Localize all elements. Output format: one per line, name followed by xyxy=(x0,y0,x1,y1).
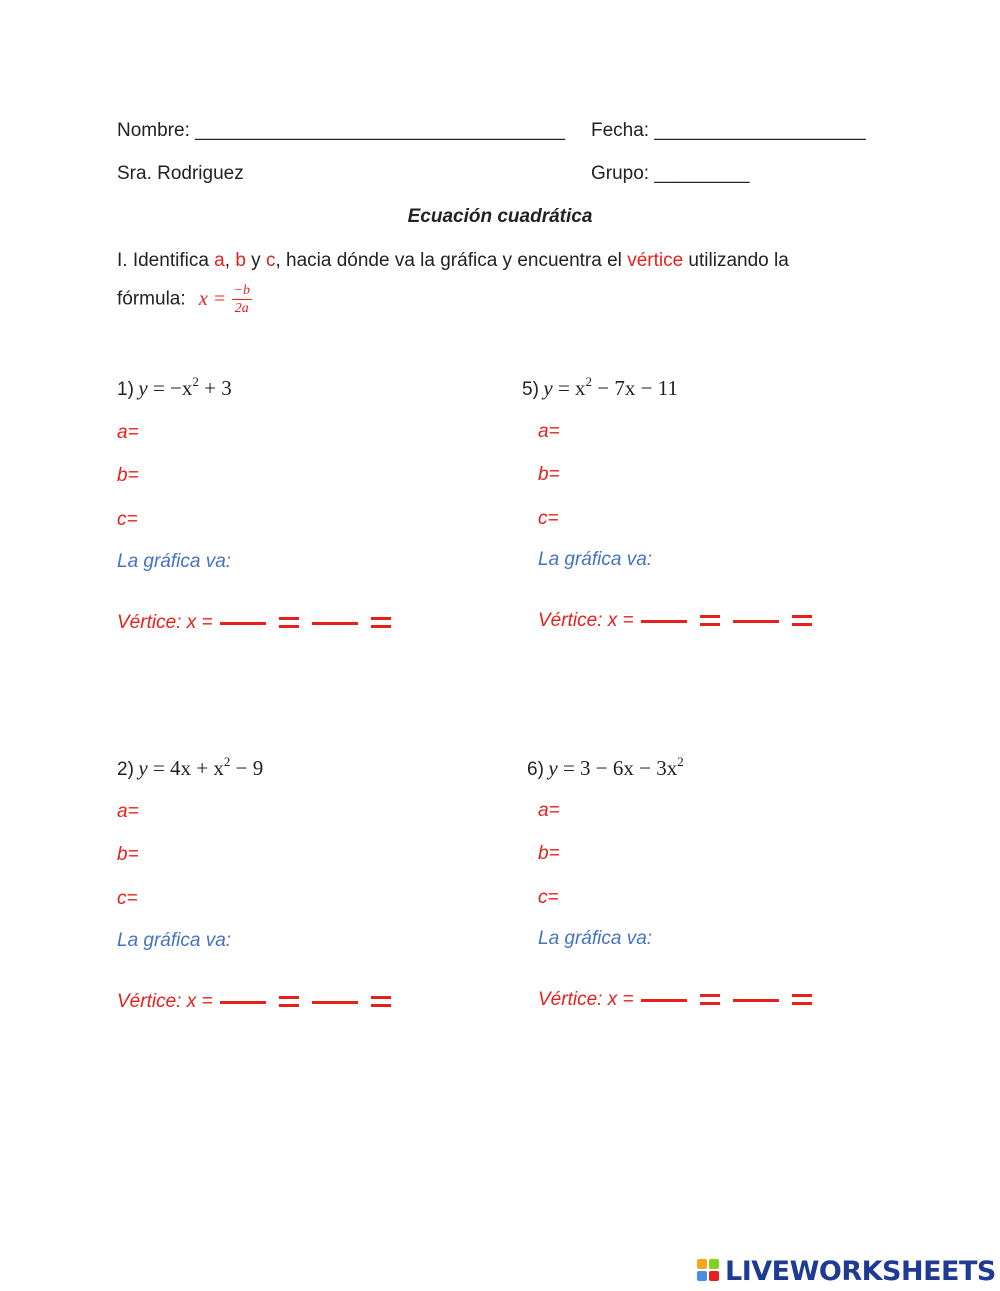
eq-lhs: y xyxy=(138,376,148,400)
eq-exponent: 2 xyxy=(223,754,231,769)
formula-denominator: 2a xyxy=(234,301,249,316)
formula-lhs: x = xyxy=(198,288,227,310)
eq-lhs: y xyxy=(138,756,148,780)
highlight-b: b xyxy=(235,250,246,271)
b-label: b= xyxy=(117,465,139,486)
eq-exponent: 2 xyxy=(192,374,199,389)
eq-expr-pre: 4x + x xyxy=(170,756,224,780)
a-label: a= xyxy=(538,421,560,442)
grafica-label: La gráfica va: xyxy=(117,551,232,572)
c-label: c= xyxy=(538,508,559,529)
vertice-row xyxy=(538,989,822,1011)
vertice-row xyxy=(117,612,401,634)
instructions-line-2 xyxy=(117,283,252,316)
equals-sign-1 xyxy=(279,995,299,1009)
eq-sign: = xyxy=(147,756,171,780)
nombre-input-line[interactable]: ___________________________________ xyxy=(195,120,565,141)
vertice-label: Vértice: x = xyxy=(538,610,634,631)
vertice-label: Vértice: x = xyxy=(117,991,213,1012)
c-label: c= xyxy=(117,509,138,530)
formula-numerator: −b xyxy=(233,283,251,298)
logo-grid-icon xyxy=(697,1259,721,1283)
formula-fraction xyxy=(232,283,252,316)
page-title: Ecuación cuadrática xyxy=(407,206,593,227)
equals-sign-2 xyxy=(371,616,391,630)
eq-expr-post: − 9 xyxy=(230,756,264,780)
equation xyxy=(527,756,684,781)
equals-sign-1 xyxy=(700,614,720,628)
nombre-row xyxy=(117,120,565,142)
fecha-label: Fecha: xyxy=(591,120,650,141)
fecha-input-line[interactable]: ____________________ xyxy=(654,120,866,141)
equals-sign-1 xyxy=(279,616,299,630)
a-label: a= xyxy=(117,801,139,822)
fraction-bar-1[interactable] xyxy=(220,622,266,625)
fecha-row xyxy=(591,120,866,142)
fraction-bar-2[interactable] xyxy=(733,999,779,1002)
b-label: b= xyxy=(117,844,139,865)
instructions-comma: , xyxy=(224,250,236,271)
fraction-bar-1[interactable] xyxy=(220,1001,266,1004)
problem-number: 5) xyxy=(522,379,539,400)
vertice-label: Vértice: x = xyxy=(117,612,213,633)
fraction-bar-2[interactable] xyxy=(733,620,779,623)
eq-expr-pre: x xyxy=(575,376,586,400)
teacher-name: Sra. Rodriguez xyxy=(117,163,244,184)
fraction-bar-1[interactable] xyxy=(641,620,687,623)
instructions-text: I. Identifica xyxy=(117,250,215,271)
eq-sign: = xyxy=(147,376,171,400)
problem-number: 2) xyxy=(117,759,134,780)
eq-lhs: y xyxy=(548,756,558,780)
logo-text: LIVEWORKSHEETS xyxy=(725,1256,996,1287)
grafica-label: La gráfica va: xyxy=(538,928,653,949)
problem-number: 6) xyxy=(527,759,544,780)
instructions-text-3: utilizando la xyxy=(683,250,789,271)
grafica-label: La gráfica va: xyxy=(538,549,653,570)
instructions-conj: y xyxy=(245,250,266,271)
instructions-text-2: , hacia dónde va la gráfica y encuentra el xyxy=(275,250,628,271)
a-label: a= xyxy=(117,422,139,443)
instructions-line-1 xyxy=(117,250,789,272)
equals-sign-2 xyxy=(371,995,391,1009)
fraction-bar-2[interactable] xyxy=(312,1001,358,1004)
equals-sign-1 xyxy=(700,993,720,1007)
equals-sign-2 xyxy=(792,993,812,1007)
eq-sign: = xyxy=(557,756,581,780)
highlight-a: a xyxy=(214,250,225,271)
vertice-row xyxy=(538,610,822,632)
eq-expr-post: − 7x − 11 xyxy=(592,376,678,400)
c-label: c= xyxy=(538,887,559,908)
eq-sign: = xyxy=(552,376,576,400)
grupo-input-line[interactable]: _________ xyxy=(654,163,750,184)
problem-number: 1) xyxy=(117,379,134,400)
c-label: c= xyxy=(117,888,138,909)
eq-lhs: y xyxy=(543,376,553,400)
fraction-bar-2[interactable] xyxy=(312,622,358,625)
a-label: a= xyxy=(538,800,560,821)
eq-expr-pre: 3 − 6x − 3x xyxy=(580,756,678,780)
grafica-label: La gráfica va: xyxy=(117,930,232,951)
fraction-bar-1[interactable] xyxy=(641,999,687,1002)
equals-sign-2 xyxy=(792,614,812,628)
highlight-c: c xyxy=(265,250,276,271)
eq-exponent: 2 xyxy=(677,754,684,769)
formula-label: fórmula: xyxy=(117,288,186,310)
eq-exponent: 2 xyxy=(585,374,593,389)
nombre-label: Nombre: xyxy=(117,120,190,141)
grupo-label: Grupo: xyxy=(591,163,650,184)
eq-expr-pre: −x xyxy=(170,376,193,400)
equation xyxy=(117,376,232,401)
b-label: b= xyxy=(538,843,560,864)
vertice-label: Vértice: x = xyxy=(538,989,634,1010)
vertice-row xyxy=(117,991,401,1013)
equation xyxy=(522,376,678,401)
grupo-row xyxy=(591,163,749,185)
eq-expr-post: + 3 xyxy=(198,376,232,400)
highlight-vertice: vértice xyxy=(627,250,684,271)
b-label: b= xyxy=(538,464,560,485)
equation xyxy=(117,756,263,781)
